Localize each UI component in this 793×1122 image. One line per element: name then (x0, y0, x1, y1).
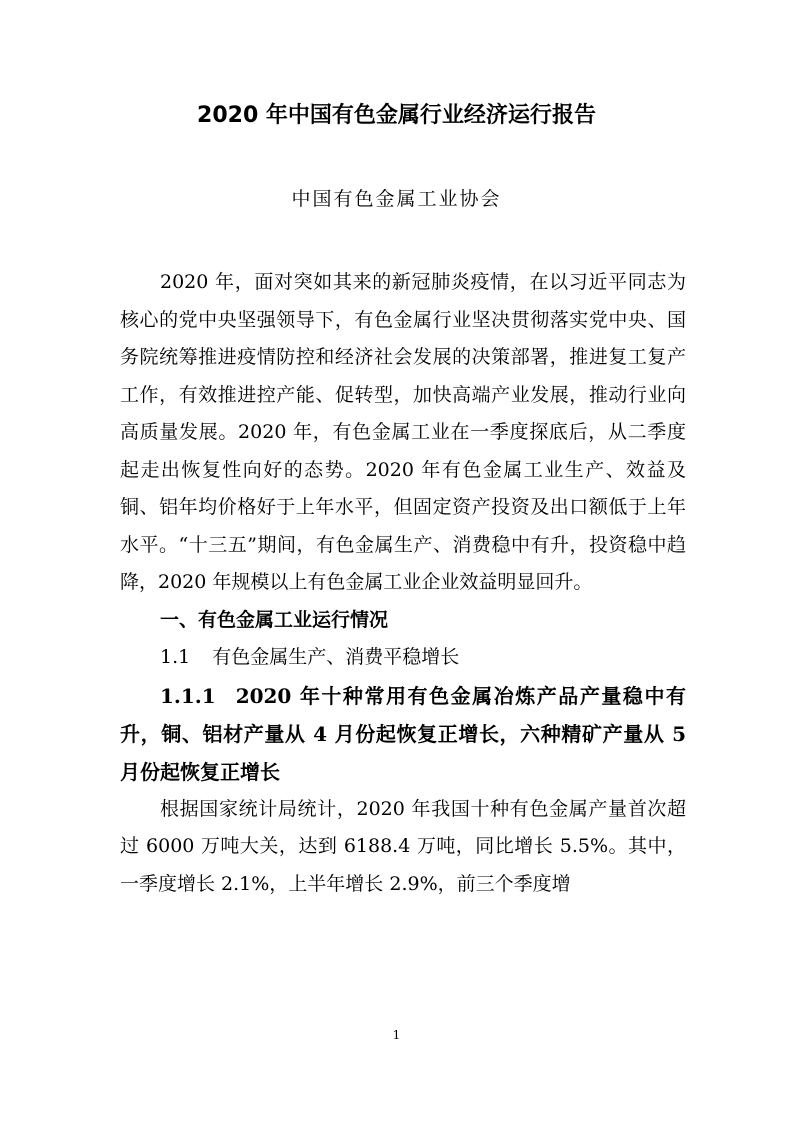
intro-paragraph: 2020 年，面对突如其来的新冠肺炎疫情，在以习近平同志为核心的党中央坚强领导下，有色金属行业坚决贯彻落实党中央、国务院统筹推进疫情防控和经济社会发展的决策部署，推进复工复产工作，有效推进控产能、促转型，加快高端产业发展，推动行业向高质量发展。2020 年，有色金属工业在一季度探底后，从二季度起走出恢复性向好的态势。2020 年有色金属工业生产、效益及铜、铝年均价格好于上年水平，但固定资产投资及出口额低于上年水平。“十三五”期间，有色金属生产、消费稳中有升，投资稳中趋降，2020 年规模以上有色金属工业企业效益明显回升。 (120, 271, 686, 593)
section-number-1-1: 1.1 (160, 646, 191, 668)
production-paragraph: 根据国家统计局统计，2020 年我国十种有色金属产量首次超过 6000 万吨大关，达到 6188.4 万吨，同比增长 5.5%。其中，一季度增长 2.1%，上半年增长 2.9%，前三个季度增 (120, 797, 686, 895)
section-title-1-1-1: 2020 年十种常用有色金属冶炼产品产量稳中有升，铜、铝材产量从 4 月份起恢复正增长，六种精矿产量从 5 月份起恢复正增长 (120, 683, 686, 784)
section-heading-1-1 (120, 639, 686, 677)
document-title: 2020 年中国有色金属行业经济运行报告 (197, 103, 596, 128)
section-number-1-1-1: 1.1.1 (160, 683, 216, 708)
section-heading-1: 一、有色金属工业运行情况 (160, 608, 389, 631)
section-heading-1-1-1 (120, 677, 686, 791)
document-author: 中国有色金属工业协会 (291, 188, 502, 210)
section-title-1-1: 有色金属生产、消费平稳增长 (212, 646, 460, 668)
document-body (120, 264, 686, 903)
page-number: 1 (392, 1028, 401, 1042)
